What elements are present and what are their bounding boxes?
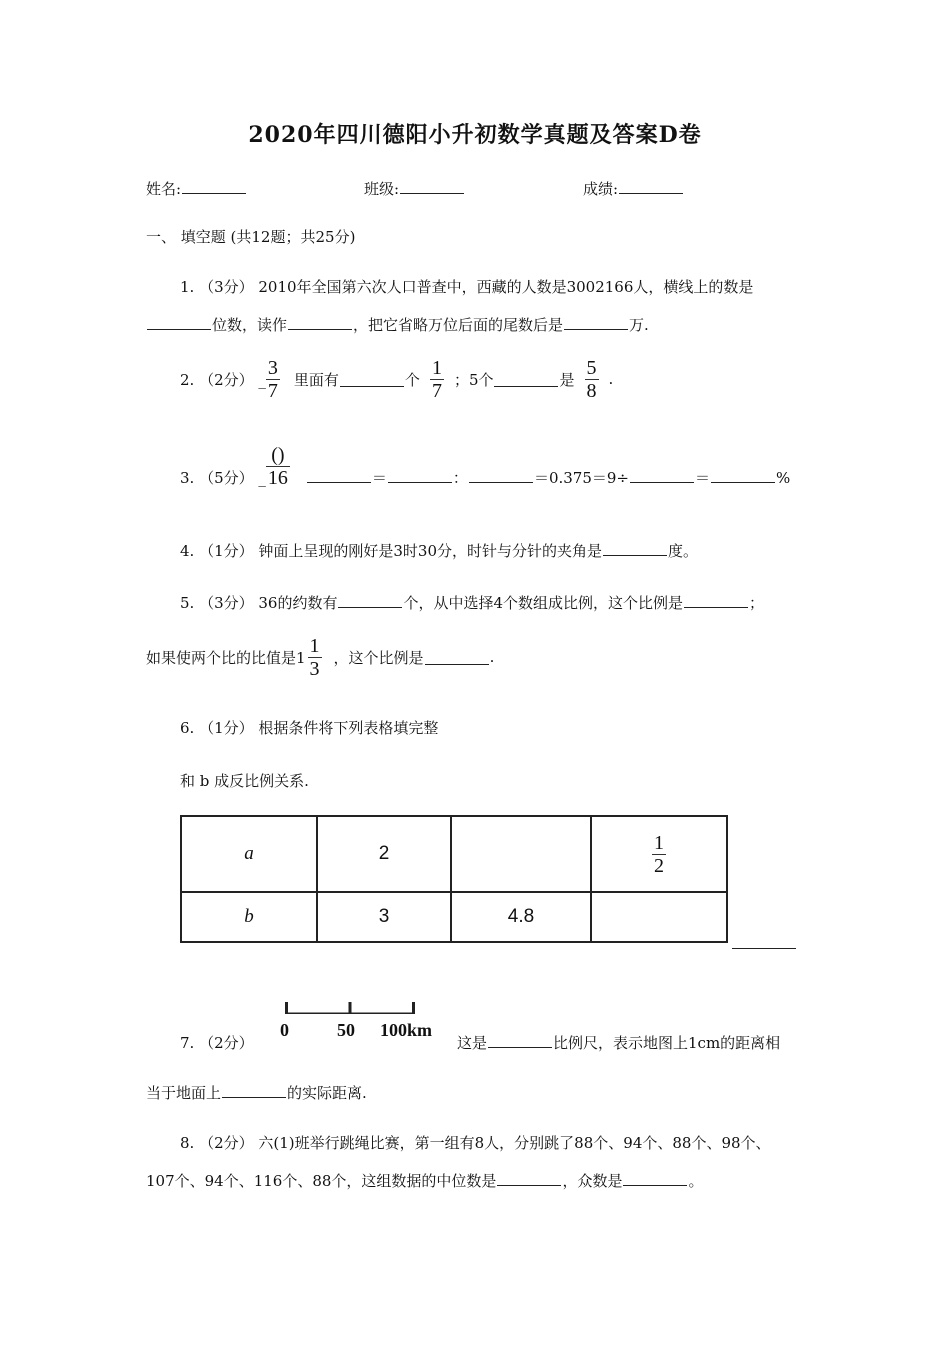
q5-frac-num: 1 (309, 634, 320, 657)
q1-line1: 1. （3分） 2010年全国第六次人口普查中，西藏的人数是3002166人，横线上的数是 (180, 278, 754, 296)
q3-fraction (266, 445, 290, 488)
q6-answer-blank-wrap (731, 934, 797, 953)
q1-text-c: 万. (629, 316, 649, 334)
q3-blank-2[interactable] (388, 468, 452, 483)
q8-line2-a: 107个、94个、116个、88个，这组数据的中位数是 (146, 1172, 497, 1190)
q2-blank-2[interactable] (494, 372, 558, 387)
q7-line2 (146, 1082, 367, 1103)
q6-relation: 和 b 成反比例关系. (180, 772, 309, 790)
q7-line2-b: 的实际距离. (287, 1084, 367, 1102)
name-label: 姓名: (146, 180, 182, 198)
table-row-b (181, 892, 727, 942)
q2 (180, 356, 613, 402)
q5-fraction (308, 636, 322, 679)
q2-blank-1[interactable] (340, 372, 404, 387)
q7-blank-1[interactable] (488, 1033, 552, 1048)
q3-blank-3[interactable] (469, 468, 533, 483)
q7-line1 (457, 1032, 780, 1053)
q3-frac-num: () (271, 443, 285, 466)
q3-blank-4[interactable] (630, 468, 694, 483)
cell-a-2[interactable] (451, 816, 591, 892)
score-label: 成绩: (583, 180, 619, 198)
cell-a-1: 2 (317, 816, 451, 892)
q3-blank-5[interactable] (711, 468, 775, 483)
q3-eq1: ＝ (371, 469, 387, 487)
q6-answer-blank[interactable] (732, 934, 796, 949)
q5-blank-1[interactable] (338, 593, 402, 608)
q5-text-a: 5. （3分） 36的约数有 (180, 594, 338, 612)
q3-prefix: 3. （5分） _ (180, 469, 266, 487)
cell-a-3-fraction (652, 833, 666, 876)
q8-blank-1[interactable] (497, 1171, 561, 1186)
scale-bar-graphic (285, 1000, 415, 1014)
q3-percent: % (776, 469, 791, 487)
section-heading: 一、 填空题 (共12题；共25分) (146, 228, 356, 246)
q5-line2-b: ，这个比例是 (333, 648, 424, 667)
q2-frac1-num: 3 (267, 356, 278, 379)
q1-text-a: 位数，读作 (212, 316, 288, 334)
q1-text-b: ，把它省略万位后面的尾数后是 (353, 316, 564, 334)
class-label: 班级: (364, 180, 400, 198)
q2-frac3-den: 8 (586, 379, 597, 402)
q2-text-d: 是 (559, 370, 575, 389)
q3-blank-1[interactable] (307, 468, 371, 483)
cell-b-label: b (181, 892, 317, 942)
q8-line1: 8. （2分） 六(1)班举行跳绳比赛，第一组有8人，分别跳了88个、94个、88个、98个、 (180, 1134, 771, 1152)
q7-text-b: 比例尺，表示地图上1cm的距离相 (553, 1034, 781, 1052)
q2-frac3-num: 5 (586, 356, 597, 379)
cell-b-3[interactable] (591, 892, 727, 942)
q3-colon: ： (452, 469, 468, 487)
q1-blank-1[interactable] (147, 315, 211, 330)
q2-frac2-num: 1 (431, 356, 442, 379)
q5-line2-c: . (489, 648, 495, 666)
q6-table (180, 815, 728, 943)
q3-eq2: ＝0.375＝9÷ (533, 469, 629, 487)
q2-frac2-den: 7 (431, 379, 442, 402)
q5-line2 (146, 634, 494, 680)
q2-frac1-den: 7 (267, 379, 278, 402)
q2-fraction-1 (266, 358, 280, 401)
q2-fraction-2 (430, 358, 444, 401)
q8-blank-2[interactable] (623, 1171, 687, 1186)
q8-line2-c: 。 (688, 1172, 704, 1190)
q2-text-a: 里面有 (293, 370, 339, 389)
cell-a-3-den: 2 (654, 854, 664, 877)
name-field (146, 178, 247, 199)
q1-blank-3[interactable] (564, 315, 628, 330)
q3-frac-den: 16 (267, 466, 288, 489)
scale-label-50: 50 (337, 1020, 355, 1040)
score-blank[interactable] (619, 179, 683, 194)
q5-frac-den: 3 (309, 657, 320, 680)
q5-blank-2[interactable] (684, 593, 748, 608)
q5-text-c: ； (749, 594, 765, 612)
q2-text-c: ；5个 (453, 370, 494, 389)
q4-text-b: 度。 (668, 542, 699, 560)
q4 (180, 540, 698, 561)
q3-eq3: ＝ (695, 469, 711, 487)
q7-line2-a: 当于地面上 (146, 1084, 222, 1102)
scale-label-100km: 100km (380, 1020, 433, 1040)
table-row-a (181, 816, 727, 892)
score-field (583, 178, 684, 199)
q5-text-b: 个，从中选择4个数组成比例，这个比例是 (403, 594, 684, 612)
q7-prefix: 7. （2分） (180, 1034, 254, 1052)
q4-text-a: 4. （1分） 钟面上呈现的刚好是3时30分，时针与分针的夹角是 (180, 542, 603, 560)
class-blank[interactable] (400, 179, 464, 194)
q5-line1 (180, 592, 764, 613)
q1-blank-2[interactable] (288, 315, 352, 330)
q6-text: 6. （1分） 根据条件将下列表格填完整 (180, 719, 439, 737)
cell-a-label: a (181, 816, 317, 892)
q2-text-b: 个 (404, 370, 420, 389)
cell-b-1: 3 (317, 892, 451, 942)
page-title: 2020年四川德阳小升初数学真题及答案D卷 (248, 122, 702, 148)
scale-label-0: 0 (280, 1020, 289, 1040)
q8-line2 (146, 1170, 703, 1191)
q2-fraction-3 (585, 358, 599, 401)
q2-suffix: . (608, 370, 614, 388)
q7-text-a: 这是 (457, 1034, 488, 1052)
q1-line2 (146, 314, 649, 335)
cell-b-2: 4.8 (451, 892, 591, 942)
q4-blank[interactable] (603, 541, 667, 556)
cell-a-3-num: 1 (654, 831, 664, 854)
q3 (180, 436, 790, 496)
q7-blank-2[interactable] (222, 1083, 286, 1098)
q2-prefix: 2. （2分） _ (180, 370, 266, 389)
cell-a-3 (591, 816, 727, 892)
q8-line2-b: ，众数是 (562, 1172, 623, 1190)
name-blank[interactable] (182, 179, 246, 194)
q3-equation (306, 467, 790, 496)
q5-line2-a: 如果使两个比的比值是1 (146, 648, 306, 667)
q5-blank-3[interactable] (425, 650, 489, 665)
class-field (364, 178, 465, 199)
